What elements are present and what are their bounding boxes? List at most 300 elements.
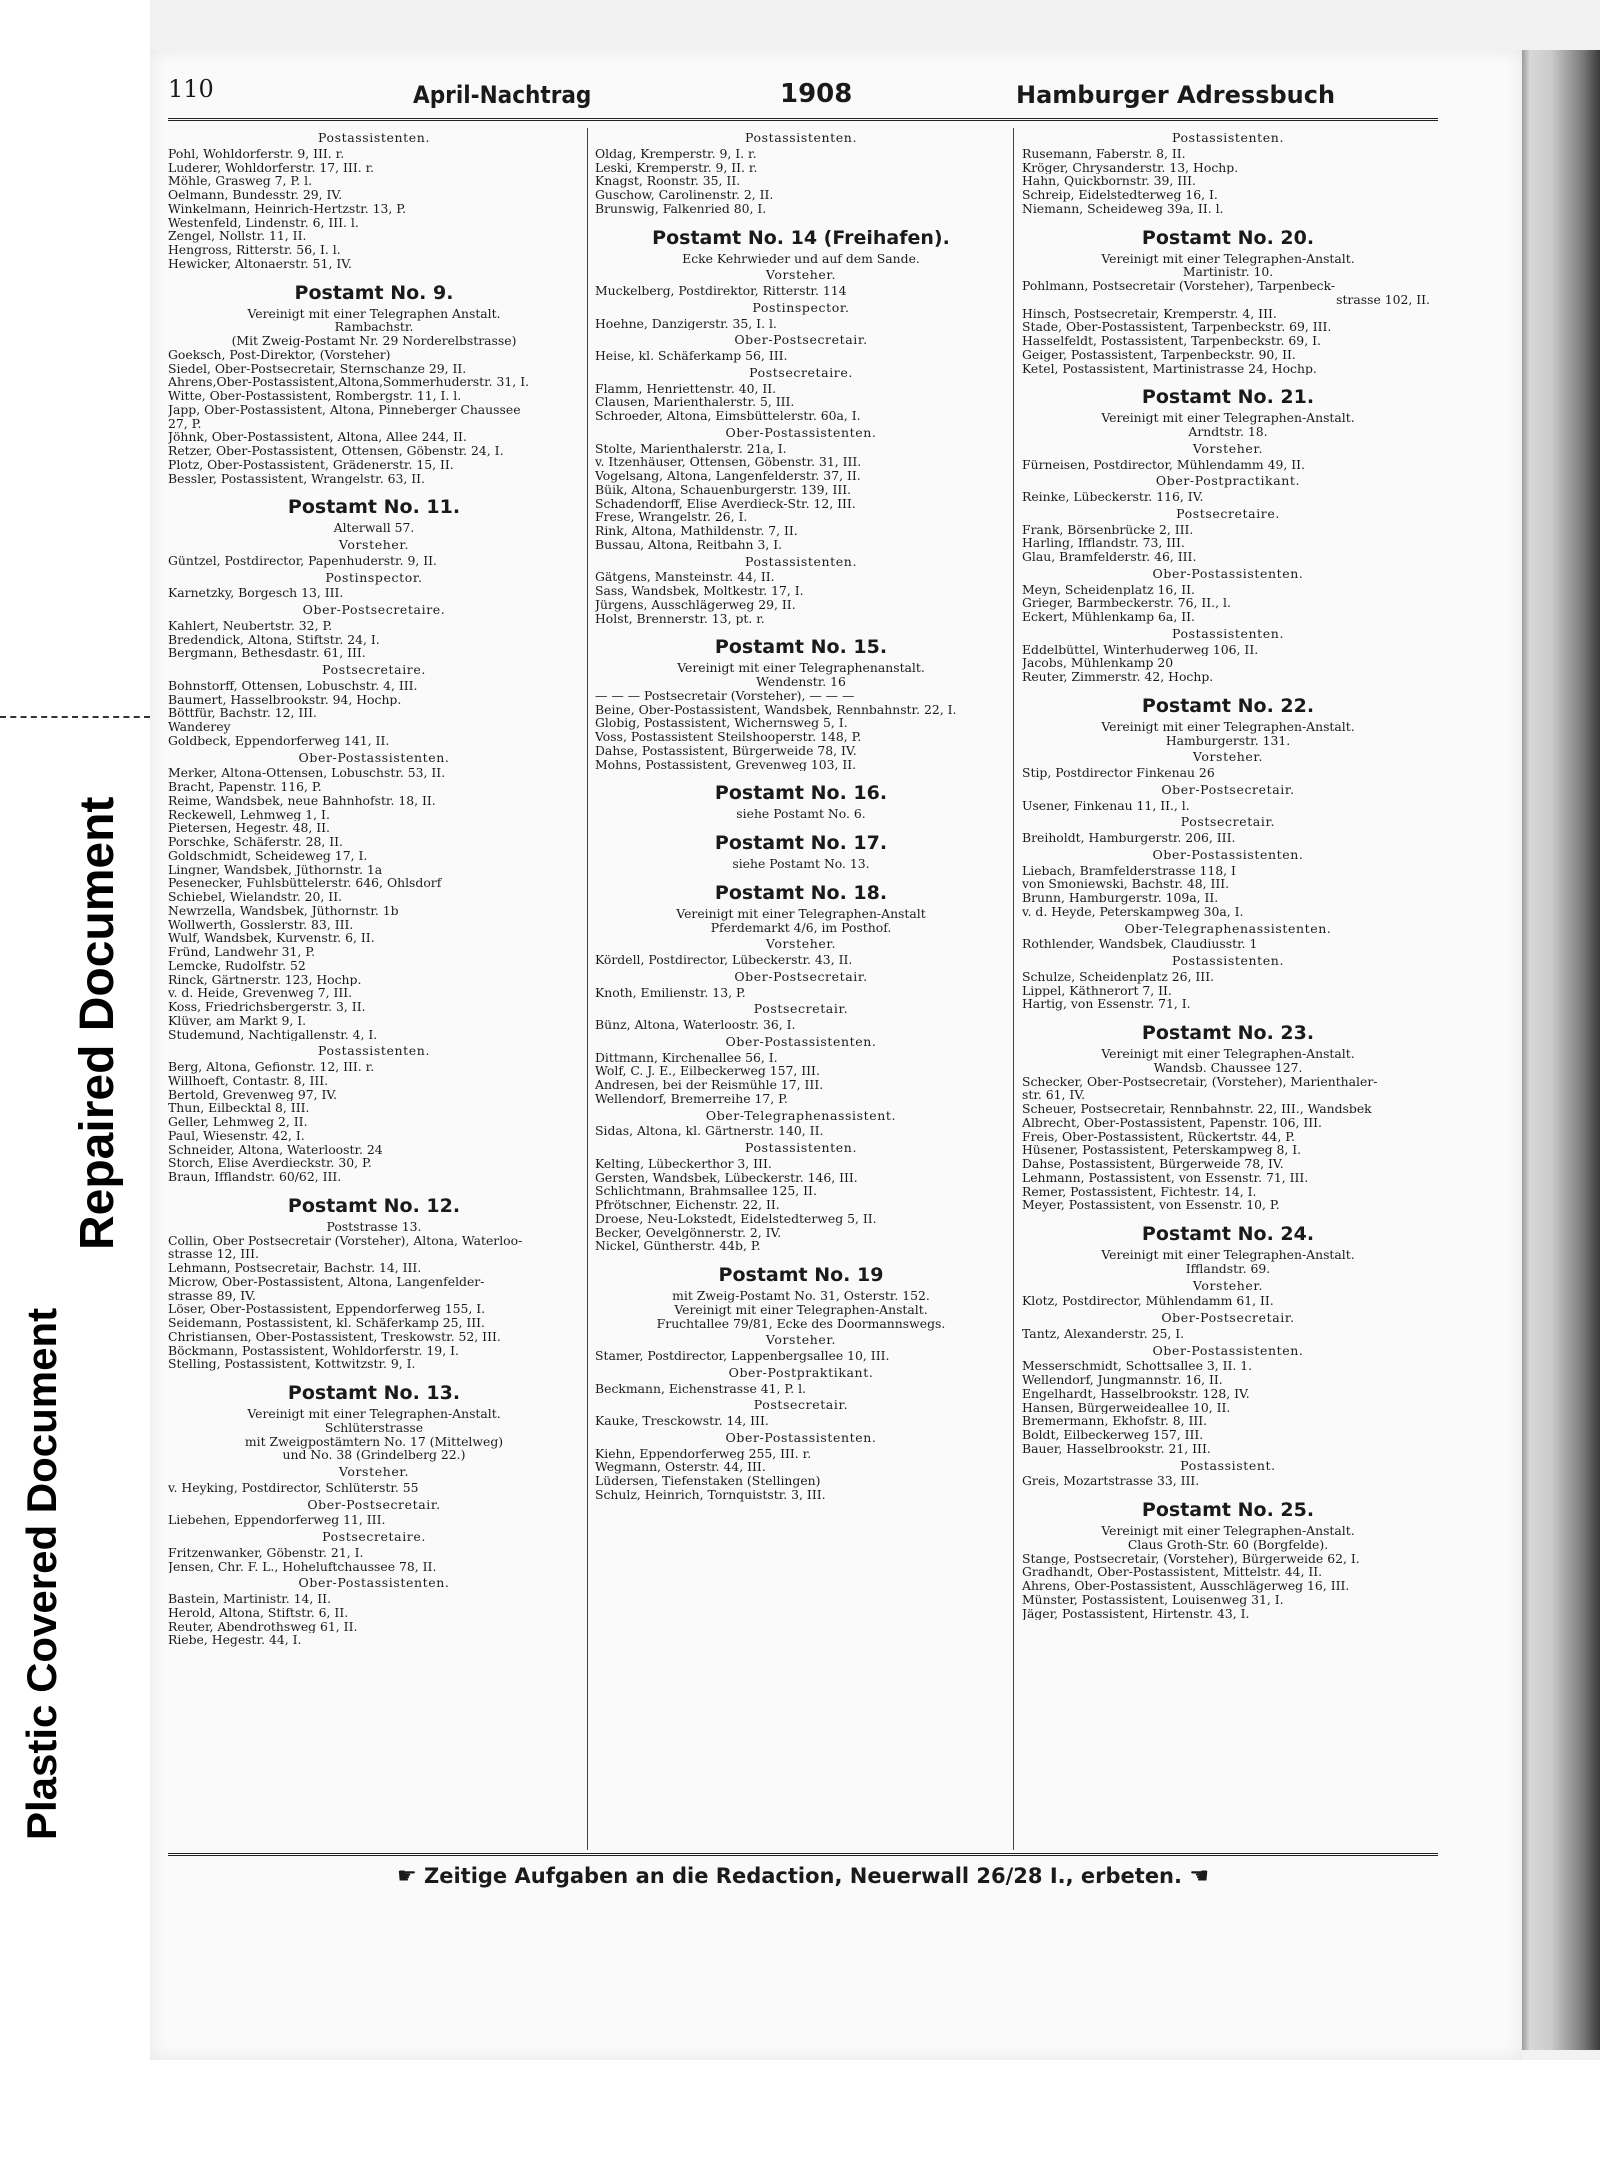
postamt-23-heading: Postamt No. 23. bbox=[1141, 1022, 1315, 1044]
entry: Newrzella, Wandsbek, Jüthornstr. 1b bbox=[168, 903, 399, 918]
entry: Bremermann, Ekhofstr. 8, III. bbox=[1022, 1414, 1208, 1428]
entry: Pesenecker, Fuhlsbüttelerstr. 646, Ohlsdorf bbox=[168, 876, 442, 890]
postamt-note: (Mit Zweig-Postamt Nr. 29 Norderelbstrasse) bbox=[231, 333, 517, 348]
postamt-address: Ecke Kehrwieder und auf dem Sande. bbox=[682, 250, 920, 266]
entry: v. d. Heyde, Peterskampweg 30a, I. bbox=[1022, 904, 1244, 919]
entry-list bbox=[168, 1546, 580, 1574]
entry: Büik, Altona, Schauenburgerstr. 139, III. bbox=[595, 482, 852, 497]
postamt-subtitle: Vereinigt mit einer Telegraphen-Anstalt. bbox=[1101, 1046, 1355, 1061]
entry: Wolf, C. J. E., Eilbeckerweg 157, III. bbox=[595, 1064, 820, 1078]
postamt-subtitle: Vereinigt mit einer Telegraphenanstalt. bbox=[677, 660, 925, 676]
entry: Becker, Oevelgönnerstr. 2, IV. bbox=[595, 1225, 782, 1240]
entry: Dahse, Postassistent, Bürgerweide 78, IV. bbox=[1022, 1157, 1284, 1171]
entry: Koss, Friedrichsbergerstr. 3, II. bbox=[168, 1000, 366, 1014]
entry-list bbox=[1022, 864, 1434, 919]
entry: Güntzel, Postdirector, Papenhuderstr. 9, II. bbox=[168, 553, 437, 568]
entry: Kröger, Chrysanderstr. 13, Hochp. bbox=[1022, 160, 1239, 175]
entry: Bertold, Grevenweg 97, IV. bbox=[168, 1087, 338, 1102]
entry: Jürgens, Ausschlägerweg 29, II. bbox=[595, 597, 796, 612]
entry: Hansen, Bürgerweideallee 10, II. bbox=[1022, 1400, 1231, 1415]
entry: Baumert, Hasselbrookstr. 94, Hochp. bbox=[168, 692, 402, 707]
entry: Frank, Börsenbrücke 2, III. bbox=[1022, 522, 1194, 537]
entry: Wulf, Wandsbek, Kurvenstr. 6, II. bbox=[168, 931, 375, 945]
entry: Knoth, Emilienstr. 13, P. bbox=[595, 985, 746, 1000]
pointing-hand-left-icon: ☚ bbox=[1189, 1864, 1210, 1889]
entry: Goldbeck, Eppendorferweg 141, II. bbox=[168, 733, 390, 748]
entry: Paul, Wiesenstr. 42, I. bbox=[168, 1128, 305, 1143]
postamt-note: mit Zweigpostämtern No. 17 (Mittelweg) bbox=[244, 1433, 504, 1449]
entry: Voss, Postassistent Steilshooperstr. 148, P. bbox=[595, 730, 862, 744]
entry-list bbox=[1022, 643, 1434, 684]
entry: Stade, Ober-Postassistent, Tarpenbeckstr. 69, III. bbox=[1022, 320, 1332, 334]
section-heading: Ober-Postassistenten. bbox=[725, 424, 877, 440]
entry: Bergmann, Bethesdastr. 61, III. bbox=[168, 646, 366, 660]
entry: Schulz, Heinrich, Tornquiststr. 3, III. bbox=[595, 1487, 826, 1502]
postamt-13-heading: Postamt No. 13. bbox=[287, 1382, 461, 1404]
entry: Droese, Neu-Lokstedt, Eidelstedterweg 5, II. bbox=[595, 1211, 877, 1226]
section-heading: Postsecretaire. bbox=[322, 1529, 426, 1544]
page-header bbox=[168, 75, 1438, 119]
header-rule bbox=[168, 118, 1438, 121]
entry: Oldag, Kremperstr. 9, I. r. bbox=[595, 146, 757, 161]
entry: Sidas, Altona, kl. Gärtnerstr. 140, II. bbox=[595, 1124, 824, 1138]
entry: Knagst, Roonstr. 35, II. bbox=[595, 174, 741, 188]
postamt-subtitle: Vereinigt mit einer Telegraphen-Anstalt. bbox=[1101, 1247, 1355, 1262]
entry: Thun, Eilbecktal 8, III. bbox=[168, 1101, 310, 1115]
section-heading: Vorsteher. bbox=[1192, 1277, 1264, 1293]
section-heading: Postsecretair. bbox=[753, 1001, 849, 1017]
entry: Klotz, Postdirector, Mühlendamm 61, II. bbox=[1022, 1294, 1274, 1308]
entry: Messerschmidt, Schottsallee 3, II. 1. bbox=[1022, 1359, 1253, 1373]
entry: Stange, Postsecretair, (Vorsteher), Bürgerweide 62, I. bbox=[1022, 1551, 1360, 1566]
entry: Bussau, Altona, Reitbahn 3, I. bbox=[595, 537, 783, 552]
postamt-22-heading: Postamt No. 22. bbox=[1141, 694, 1315, 717]
pointing-hand-right-icon: ☛ bbox=[396, 1864, 417, 1889]
entry: Mohns, Postassistent, Grevenweg 103, II. bbox=[595, 757, 857, 772]
section-heading: Postassistenten. bbox=[744, 553, 858, 569]
postamt-address: Hamburgerstr. 131. bbox=[1165, 732, 1291, 748]
entry: Glau, Bramfelderstr. 46, III. bbox=[1022, 550, 1197, 564]
entry: Münster, Postassistent, Louisenweg 31, I. bbox=[1022, 1592, 1284, 1607]
entry: Pohl, Wohldorferstr. 9, III. r. bbox=[168, 146, 345, 161]
entry: Wollwerth, Gosslerstr. 83, III. bbox=[168, 917, 354, 932]
entry: Lemcke, Rudolfstr. 52 bbox=[168, 958, 306, 973]
header-left-title: April-Nachtrag bbox=[413, 81, 592, 109]
entry-list bbox=[168, 766, 580, 1041]
postamt-address: Martinistr. 10. bbox=[1182, 264, 1274, 280]
entry: Seidemann, Postassistent, kl. Schäferkamp 25, III. bbox=[168, 1316, 485, 1330]
entry: Vogelsang, Altona, Langenfelderstr. 37, II. bbox=[595, 469, 861, 483]
entry: Lehmann, Postassistent, von Essenstr. 71, III. bbox=[1022, 1170, 1309, 1185]
postamt-note: mit Zweig-Postamt No. 31, Osterstr. 152. bbox=[672, 1288, 930, 1303]
entry: Bracht, Papenstr. 116, P. bbox=[168, 780, 322, 794]
entry: Stelling, Postassistent, Kottwitzstr. 9, I. bbox=[168, 1357, 416, 1371]
entry: Brunn, Hamburgerstr. 109a, II. bbox=[1022, 891, 1219, 905]
entry-list bbox=[168, 1592, 580, 1647]
entry: Hahn, Quickbornstr. 39, III. bbox=[1022, 174, 1196, 188]
column-divider bbox=[1013, 128, 1014, 1850]
section-heading: Ober-Postsecretaire. bbox=[302, 602, 446, 617]
entry: Schecker, Ober-Postsecretair, (Vorsteher), Marienthaler- bbox=[1022, 1074, 1378, 1089]
entry: Eddelbüttel, Winterhuderweg 106, II. bbox=[1022, 642, 1259, 657]
entry: v. d. Heide, Grevenweg 7, III. bbox=[168, 986, 353, 1000]
entry: Geiger, Postassistent, Tarpenbeckstr. 90, II. bbox=[1022, 347, 1296, 362]
entry: Pfrötschner, Eichenstr. 22, II. bbox=[595, 1198, 780, 1212]
postamt-address: Alterwall 57. bbox=[333, 520, 415, 536]
page-number: 110 bbox=[168, 75, 214, 103]
section-heading: Ober-Postassistenten. bbox=[298, 1575, 450, 1591]
postamt-address: Ifflandstr. 69. bbox=[1185, 1260, 1271, 1276]
entry: Guschow, Carolinenstr. 2, II. bbox=[595, 188, 774, 202]
entry: Retzer, Ober-Postassistent, Ottensen, Göbenstr. 24, I. bbox=[168, 444, 504, 458]
entry: Böckmann, Postassistent, Wohldorferstr. 19, I. bbox=[168, 1343, 459, 1358]
postamt-address: Arndtstr. 18. bbox=[1188, 424, 1268, 439]
entry: Schulze, Scheidenplatz 26, III. bbox=[1022, 969, 1215, 984]
entry: Frese, Wrangelstr. 26, I. bbox=[595, 510, 748, 524]
entry: Greis, Mozartstrasse 33, III. bbox=[1022, 1474, 1200, 1488]
entry: Jensen, Chr. F. L., Hoheluftchaussee 78, II. bbox=[168, 1559, 437, 1574]
entry: Riebe, Hegestr. 44, I. bbox=[168, 1633, 302, 1647]
postamt-18-heading: Postamt No. 18. bbox=[714, 881, 888, 904]
entry: Lingner, Wandsbek, Jüthornstr. 1a bbox=[168, 862, 383, 877]
entry: Hoehne, Danzigerstr. 35, I. l. bbox=[595, 316, 777, 331]
postamt-address: Fruchtallee 79/81, Ecke des Doormannswegs. bbox=[656, 1315, 946, 1331]
entry: v. Itzenhäuser, Ottensen, Göbenstr. 31, III. bbox=[595, 455, 862, 469]
entry: Plotz, Ober-Postassistent, Grädenerstr. 15, II. bbox=[168, 457, 454, 472]
entry: Berg, Altona, Gefionstr. 12, III. r. bbox=[168, 1060, 375, 1074]
section-heading: Postassistenten. bbox=[317, 1043, 431, 1059]
entry: Klüver, am Markt 9, I. bbox=[168, 1013, 307, 1028]
entry: Schiebel, Wielandstr. 20, II. bbox=[168, 890, 343, 904]
section-heading: Ober-Postsecretair. bbox=[1161, 781, 1295, 797]
postamt-reference: siehe Postamt No. 6. bbox=[736, 806, 866, 822]
entry: Jacobs, Mühlenkamp 20 bbox=[1022, 656, 1174, 670]
section-heading: Vorsteher. bbox=[338, 1464, 410, 1479]
postamt-20-heading: Postamt No. 20. bbox=[1141, 226, 1315, 249]
section-heading: Vorsteher. bbox=[1192, 749, 1264, 765]
entry: Kahlert, Neubertstr. 32, P. bbox=[168, 618, 333, 633]
entry: Freis, Ober-Postassistent, Rückertstr. 44, P. bbox=[1022, 1129, 1295, 1144]
entry: Goeksch, Post-Direktor, (Vorsteher) bbox=[168, 347, 391, 362]
section-heading: Vorsteher. bbox=[1192, 440, 1264, 456]
entry: Grieger, Barmbeckerstr. 76, II., l. bbox=[1022, 596, 1231, 610]
section-heading: Postassistenten. bbox=[317, 130, 431, 145]
column-3 bbox=[1022, 128, 1434, 1850]
entry: Wanderey bbox=[168, 720, 231, 734]
entry-list bbox=[1022, 1552, 1434, 1621]
entry-list bbox=[168, 1234, 580, 1372]
entry: Liebehen, Eppendorferweg 11, III. bbox=[168, 1513, 386, 1527]
postamt-subtitle: Vereinigt mit einer Telegraphen Anstalt. bbox=[247, 305, 501, 321]
entry: Engelhardt, Hasselbrookstr. 128, IV. bbox=[1022, 1386, 1250, 1401]
header-year: 1908 bbox=[780, 79, 853, 109]
entry: Storch, Elise Averdieckstr. 30, P. bbox=[168, 1156, 372, 1170]
entry: Geller, Lehmweg 2, II. bbox=[168, 1115, 308, 1129]
entry: Schreip, Eidelstedterweg 16, I. bbox=[1022, 188, 1218, 202]
postamt-24-heading: Postamt No. 24. bbox=[1141, 1223, 1315, 1245]
entry: Andresen, bei der Reismühle 17, III. bbox=[595, 1078, 824, 1092]
entry: Merker, Altona-Ottensen, Lobuschstr. 53, II. bbox=[168, 766, 446, 780]
entry: Bessler, Postassistent, Wrangelstr. 63, II. bbox=[168, 471, 425, 486]
entry: — — — Postsecretair (Vorsteher), — — — bbox=[595, 688, 855, 703]
entry: Jäger, Postassistent, Hirtenstr. 43, I. bbox=[1022, 1606, 1250, 1621]
column-divider bbox=[587, 128, 588, 1850]
entry: Remer, Postassistent, Fichtestr. 14, I. bbox=[1022, 1184, 1257, 1199]
entry-list bbox=[1022, 970, 1434, 1011]
postamt-subtitle: Vereinigt mit einer Telegraphen-Anstalt. bbox=[1101, 250, 1355, 266]
entry: Gätgens, Mansteinstr. 44, II. bbox=[595, 570, 775, 584]
section-heading: Ober-Postpractikant. bbox=[1155, 473, 1301, 489]
entry: Liebach, Bramfelderstrasse 118, I bbox=[1022, 863, 1236, 878]
section-heading: Postassistent. bbox=[1180, 1457, 1276, 1473]
section-heading: Postassistenten. bbox=[1171, 953, 1285, 968]
entry: Reuter, Zimmerstr. 42, Hochp. bbox=[1022, 670, 1214, 684]
postamt-subtitle: Vereinigt mit einer Telegraphen-Anstalt bbox=[676, 905, 926, 921]
postamt-19-heading: Postamt No. 19 bbox=[718, 1264, 884, 1286]
entry: Luderer, Wohldorferstr. 17, III. r. bbox=[168, 160, 375, 175]
section-heading: Postsecretair. bbox=[1180, 814, 1276, 830]
postamt-subtitle: Vereinigt mit einer Telegraphen-Anstalt. bbox=[674, 1301, 928, 1317]
entry: Rothlender, Wandsbek, Claudiusstr. 1 bbox=[1022, 937, 1258, 951]
entry: Zengel, Nollstr. 11, II. bbox=[168, 229, 307, 243]
column-2 bbox=[595, 128, 1007, 1850]
entry: Winkelmann, Heinrich-Hertzstr. 13, P. bbox=[168, 201, 407, 216]
header-right-title: Hamburger Adressbuch bbox=[1016, 81, 1336, 109]
entry: Kauke, Tresckowstr. 14, III. bbox=[595, 1414, 769, 1428]
postamt-address: Schlüterstrasse bbox=[324, 1419, 424, 1435]
entry: Stip, Postdirector Finkenau 26 bbox=[1022, 766, 1215, 780]
entry: Hüsener, Postassistent, Peterskampweg 8, I. bbox=[1022, 1143, 1302, 1157]
section-heading: Postsecretair. bbox=[753, 1397, 849, 1413]
entry-list bbox=[595, 382, 1007, 423]
section-heading: Vorsteher. bbox=[765, 936, 837, 952]
entry: Meyer, Postassistent, von Essenstr. 10, P. bbox=[1022, 1198, 1280, 1212]
entry-list bbox=[168, 679, 580, 748]
entry: Holst, Brennerstr. 13, pt. r. bbox=[595, 611, 765, 626]
section-heading: Ober-Postassistenten. bbox=[725, 1429, 877, 1445]
section-heading: Ober-Postassistenten. bbox=[1152, 565, 1304, 581]
entry: Hengross, Ritterstr. 56, I. l. bbox=[168, 243, 341, 257]
entry: Ahrens, Ober-Postassistent, Ausschlägerweg 16, III. bbox=[1022, 1579, 1350, 1593]
footer-notice: Zeitige Aufgaben an die Redaction, Neuerwall 26/28 I., erbeten. bbox=[424, 1864, 1182, 1888]
postamt-14-heading: Postamt No. 14 (Freihafen). bbox=[652, 226, 950, 249]
entry: strasse 89, IV. bbox=[168, 1288, 256, 1303]
entry: Rinck, Gärtnerstr. 123, Hochp. bbox=[168, 972, 362, 987]
entry: Willhoeft, Contastr. 8, III. bbox=[168, 1073, 329, 1088]
postamt-21-heading: Postamt No. 21. bbox=[1141, 386, 1315, 409]
entry: Dittmann, Kirchenallee 56, I. bbox=[595, 1050, 778, 1065]
entry: Kördell, Postdirector, Lübeckerstr. 43, II. bbox=[595, 953, 853, 967]
section-heading: Postassistenten. bbox=[744, 130, 858, 145]
entry: Clausen, Marienthalerstr. 5, III. bbox=[595, 395, 795, 409]
entry: Scheuer, Postsecretair, Rennbahnstr. 22, III., Wandsbek bbox=[1022, 1102, 1372, 1116]
section-heading: Ober-Postsecretair. bbox=[1161, 1310, 1295, 1325]
section-heading: Ober-Postsecretair. bbox=[307, 1496, 441, 1512]
entry: Tantz, Alexanderstr. 25, I. bbox=[1022, 1326, 1185, 1341]
entry: Siedel, Ober-Postsecretair, Sternschanze 29, II. bbox=[168, 361, 467, 376]
postamt-subtitle: Vereinigt mit einer Telegraphen-Anstalt. bbox=[1101, 410, 1355, 426]
entry: Nickel, Güntherstr. 44b, P. bbox=[595, 1239, 761, 1253]
section-heading: Vorsteher. bbox=[765, 267, 837, 283]
entry-list bbox=[168, 348, 580, 486]
entry-list bbox=[1022, 147, 1434, 216]
entry: Karnetzky, Borgesch 13, III. bbox=[168, 586, 344, 600]
entry: Hewicker, Altonaerstr. 51, IV. bbox=[168, 256, 352, 271]
entry: Reime, Wandsbek, neue Bahnhofstr. 18, II. bbox=[168, 793, 436, 808]
entry: Lüdersen, Tiefenstaken (Stellingen) bbox=[595, 1474, 821, 1488]
postamt-subtitle: Vereinigt mit einer Telegraphen-Anstalt. bbox=[1101, 718, 1355, 734]
entry: Globig, Postassistent, Wichernsweg 5, I. bbox=[595, 716, 848, 730]
entry-list bbox=[595, 570, 1007, 625]
entry: Bohnstorff, Ottensen, Lobuschstr. 4, III. bbox=[168, 678, 418, 693]
entry: Studemund, Nachtigallenstr. 4, I. bbox=[168, 1027, 378, 1042]
entry: Heise, kl. Schäferkamp 56, III. bbox=[595, 349, 788, 363]
postamt-subtitle: Vereinigt mit einer Telegraphen-Anstalt. bbox=[247, 1406, 501, 1421]
entry: v. Heyking, Postdirector, Schlüterstr. 55 bbox=[168, 1480, 419, 1495]
entry: Niemann, Scheideweg 39a, II. l. bbox=[1022, 201, 1224, 216]
entry: Boldt, Eilbeckerweg 157, III. bbox=[1022, 1428, 1204, 1442]
entry: Bünz, Altona, Waterloostr. 36, I. bbox=[595, 1018, 796, 1032]
postamt-subtitle: Vereinigt mit einer Telegraphen-Anstalt. bbox=[1101, 1523, 1355, 1538]
postamt-note: und No. 38 (Grindelberg 22.) bbox=[282, 1447, 466, 1463]
entry: Ketel, Postassistent, Martinistrasse 24, Hochp. bbox=[1022, 361, 1317, 376]
entry-list bbox=[1022, 523, 1434, 564]
entry: Oelmann, Bundesstr. 29, IV. bbox=[168, 188, 343, 202]
section-heading: Postinspector. bbox=[752, 299, 850, 315]
entry: Reuter, Abendrothsweg 61, II. bbox=[168, 1619, 358, 1634]
entry: Bastein, Martinistr. 14, II. bbox=[168, 1592, 332, 1606]
entry: Jöhnk, Ober-Postassistent, Altona, Allee 244, II. bbox=[168, 430, 467, 444]
entry: Flamm, Henriettenstr. 40, II. bbox=[595, 381, 777, 396]
entry: Porschke, Schäferstr. 28, II. bbox=[168, 835, 343, 849]
dashed-separator bbox=[0, 716, 150, 718]
entry: Beine, Ober-Postassistent, Wandsbek, Rennbahnstr. 22, I. bbox=[595, 702, 957, 717]
entry-list bbox=[595, 1051, 1007, 1106]
section-heading: Ober-Postsecretair. bbox=[734, 968, 868, 984]
entry: Fritzenwanker, Göbenstr. 21, I. bbox=[168, 1545, 364, 1560]
entry: str. 61, IV. bbox=[1022, 1088, 1086, 1102]
postamt-11-heading: Postamt No. 11. bbox=[287, 496, 461, 519]
entry: Löser, Ober-Postassistent, Eppendorferweg 155, I. bbox=[168, 1302, 486, 1316]
postamt-address: Claus Groth-Str. 60 (Borgfelde). bbox=[1127, 1536, 1329, 1552]
entry: Schadendorff, Elise Averdieck-Str. 12, III. bbox=[595, 496, 856, 511]
postamt-25-heading: Postamt No. 25. bbox=[1141, 1499, 1315, 1521]
entry-list bbox=[168, 619, 580, 660]
entry-list bbox=[1022, 1359, 1434, 1455]
entry: Schlichtmann, Brahmsallee 125, II. bbox=[595, 1184, 817, 1198]
entry: Schneider, Altona, Waterloostr. 24 bbox=[168, 1142, 383, 1157]
entry: Muckelberg, Postdirektor, Ritterstr. 114 bbox=[595, 284, 847, 298]
entry: Gradhandt, Ober-Postassistent, Mittelstr. 44, II. bbox=[1022, 1565, 1323, 1579]
postamt-12-heading: Postamt No. 12. bbox=[287, 1194, 461, 1217]
entry: Eckert, Mühlenkamp 6a, II. bbox=[1022, 610, 1195, 624]
section-heading: Ober-Postpraktikant. bbox=[728, 1364, 874, 1380]
section-heading: Ober-Postassistenten. bbox=[1152, 1342, 1304, 1358]
entry: Fründ, Landwehr 31, P. bbox=[168, 945, 316, 959]
column-1 bbox=[168, 128, 580, 1850]
postamt-reference: siehe Postamt No. 13. bbox=[732, 856, 870, 871]
entry-list bbox=[168, 147, 580, 271]
repaired-document-label: Repaired Document bbox=[71, 796, 124, 1250]
entry: Albrecht, Ober-Postassistent, Papenstr. 106, III. bbox=[1022, 1115, 1322, 1130]
entry: Microw, Ober-Postassistent, Altona, Langenfelder- bbox=[168, 1274, 485, 1289]
entry: Bredendick, Altona, Stiftstr. 24, I. bbox=[168, 632, 380, 647]
entry-list bbox=[595, 689, 1007, 772]
entry-list bbox=[1022, 583, 1434, 624]
entry: Ahrens,Ober-Postassistent,Altona,Sommerhuderstr. 31, I. bbox=[168, 375, 530, 389]
section-heading: Postsecretaire. bbox=[1176, 505, 1280, 521]
entry: Bauer, Hasselbrookstr. 21, III. bbox=[1022, 1441, 1211, 1456]
postamt-9-heading: Postamt No. 9. bbox=[294, 281, 454, 304]
section-heading: Postsecretaire. bbox=[749, 364, 853, 380]
section-heading: Postassistenten. bbox=[1171, 625, 1285, 641]
entry: Wellendorf, Bremerreihe 17, P. bbox=[595, 1091, 788, 1106]
entry: Hartig, von Essenstr. 71, I. bbox=[1022, 997, 1191, 1011]
entry: Wellendorf, Jungmannstr. 16, II. bbox=[1022, 1373, 1223, 1387]
entry: Kiehn, Eppendorferweg 255, III. r. bbox=[595, 1446, 812, 1461]
entry-list bbox=[595, 147, 1007, 216]
section-heading: Ober-Postassistenten. bbox=[298, 749, 450, 765]
postamt-16-heading: Postamt No. 16. bbox=[714, 782, 888, 805]
entry: Japp, Ober-Postassistent, Altona, Pinneberger Chaussee bbox=[168, 402, 521, 417]
entry: Meyn, Scheidenplatz 16, II. bbox=[1022, 582, 1195, 597]
entry: Lehmann, Postsecretair, Bachstr. 14, III. bbox=[168, 1261, 422, 1275]
plastic-covered-label: Plastic Covered Document bbox=[18, 1307, 65, 1840]
entry: strasse 12, III. bbox=[168, 1247, 259, 1261]
entry-list bbox=[1022, 1075, 1434, 1213]
entry: Braun, Ifflandstr. 60/62, III. bbox=[168, 1170, 342, 1184]
entry: Hasselfeldt, Postassistent, Tarpenbeckstr. 69, I. bbox=[1022, 334, 1321, 348]
postamt-address: Poststrasse 13. bbox=[326, 1218, 422, 1234]
entry: Pohlmann, Postsecretair (Vorsteher), Tarpenbeck- bbox=[1022, 279, 1336, 293]
postamt-address: Wendenstr. 16 bbox=[756, 674, 846, 689]
entry: Goldschmidt, Scheideweg 17, I. bbox=[168, 848, 368, 863]
section-heading: Postsecretaire. bbox=[322, 662, 426, 677]
entry: Möhle, Grasweg 7, P. l. bbox=[168, 174, 313, 188]
entry: Gersten, Wandsbek, Lübeckerstr. 146, III. bbox=[595, 1170, 858, 1185]
entry: Collin, Ober Postsecretair (Vorsteher), Altona, Waterloo- bbox=[168, 1233, 523, 1248]
entry: Lippel, Käthnerort 7, II. bbox=[1022, 983, 1172, 998]
postamt-address: Wandsb. Chaussee 127. bbox=[1153, 1059, 1303, 1075]
section-heading: Vorsteher. bbox=[765, 1332, 837, 1348]
entry: Fürneisen, Postdirector, Mühlendamm 49, II. bbox=[1022, 457, 1305, 472]
section-heading: Ober-Postassistenten. bbox=[725, 1033, 877, 1049]
section-heading: Vorsteher. bbox=[338, 537, 410, 552]
scanner-edge bbox=[1522, 50, 1600, 2050]
entry: Harling, Ifflandstr. 73, III. bbox=[1022, 536, 1185, 550]
postamt-address: Pferdemarkt 4/6, im Posthof. bbox=[710, 919, 892, 935]
entry-list bbox=[595, 442, 1007, 552]
entry: Dahse, Postassistent, Bürgerweide 78, IV. bbox=[595, 743, 857, 758]
entry: Hinsch, Postsecretair, Kremperstr. 4, III. bbox=[1022, 306, 1277, 321]
section-heading: Postinspector. bbox=[325, 569, 423, 585]
entry: Beckmann, Eichenstrasse 41, P. l. bbox=[595, 1381, 806, 1396]
section-heading: Ober-Telegraphenassistent. bbox=[705, 1107, 897, 1123]
entry: Reinke, Lübeckerstr. 116, IV. bbox=[1022, 490, 1204, 504]
entry: Böttfür, Bachstr. 12, III. bbox=[168, 706, 317, 720]
postamt-15-heading: Postamt No. 15. bbox=[714, 636, 888, 659]
entry: Wegmann, Osterstr. 44, III. bbox=[595, 1460, 766, 1474]
entry: Herold, Altona, Stiftstr. 6, II. bbox=[168, 1605, 349, 1620]
entry-list bbox=[168, 1060, 580, 1184]
entry: Christiansen, Ober-Postassistent, Treskowstr. 52, III. bbox=[168, 1329, 501, 1344]
section-heading: Postassistenten. bbox=[744, 1140, 858, 1155]
entry: Usener, Finkenau 11, II., l. bbox=[1022, 798, 1190, 813]
entry: Brunswig, Falkenried 80, I. bbox=[595, 201, 767, 216]
footer-rule bbox=[168, 1853, 1438, 1856]
entry: Leski, Kremperstr. 9, II. r. bbox=[595, 160, 758, 175]
entry: Stamer, Postdirector, Lappenbergsallee 10, III. bbox=[595, 1349, 890, 1363]
